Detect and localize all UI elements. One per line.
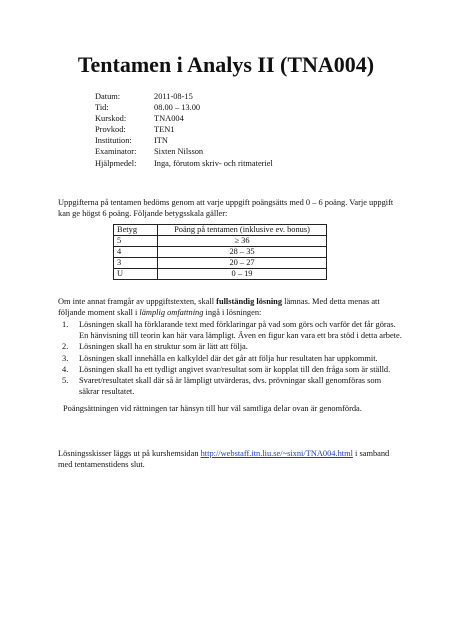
table-row [114,258,327,269]
list-number: 3. [62,353,69,363]
rules-intro-bold: fullständig lösning [216,297,283,306]
exam-meta-list [95,91,273,169]
rules-intro-text: lämnas. Med detta menas att följande moment skall i [58,297,380,318]
grade-table [113,224,327,280]
meta-value: Sixten Nilsson [154,147,204,157]
meta-value: 08.00 – 13.00 [154,103,201,113]
rules-intro-paragraph [58,296,398,318]
points-cell: ≥ 36 [158,236,327,247]
list-item [58,353,403,364]
meta-value: 2011-08-15 [154,92,193,101]
meta-row-exam-code [95,124,273,135]
solutions-text: i samband med tentamenstidens slut. [58,449,390,470]
intro-paragraph: Uppgifterna på tentamen bedöms genom att varje uppgift poängsätts med 0 – 6 poäng. Varje uppgift kan ge högst 6 poäng. Följande betygsskala gäller: [58,198,394,219]
solutions-text: Lösningsskisser läggs ut på kurshemsidan [58,449,201,458]
meta-value: TEN1 [154,125,175,135]
column-header: Betyg [114,225,158,236]
column-header: Poäng på tentamen (inklusive ev. bonus) [158,225,327,236]
list-number: 2. [62,342,69,352]
grade-cell: 3 [114,258,158,269]
list-text: Lösningen skall ha en struktur som är lätt att följa. [79,342,248,352]
meta-label: Institution: [95,136,132,146]
meta-label: Kurskod: [95,114,127,124]
page-title: Tentamen i Analys II (TNA004) [77,52,375,77]
meta-value: ITN [154,136,168,146]
list-number: 1. [62,320,69,329]
table-row [114,247,327,258]
points-cell: 28 – 35 [158,247,327,258]
rules-intro-text: ingå i lösningen: [203,308,262,318]
meta-row-aids [95,158,273,169]
list-text: Svaret/resultatet skall där så är lämpligt utvärderas, dvs. prövningar skall genomföras som säkrar resultatet. [79,376,382,397]
list-item [58,364,403,375]
points-cell: 20 – 27 [158,258,327,269]
list-item [58,375,403,397]
meta-value: Inga, förutom skriv- och ritmateriel [154,158,273,168]
meta-value: TNA004 [154,114,184,124]
list-item [58,341,403,352]
list-number: 5. [62,376,69,386]
grading-note: Poängsättningen vid rättningen tar hänsyn till hur väl samtliga delar ovan är genomförda. [63,404,362,413]
table-header-row [114,225,327,236]
meta-label: Provkod: [95,125,126,135]
points-cell: 0 – 19 [158,269,327,280]
grade-cell: 4 [114,247,158,258]
meta-label: Hjälpmedel: [95,158,137,168]
table-row [114,236,327,247]
meta-row-examiner [95,146,273,157]
grade-cell: U [114,269,158,280]
list-text: Lösningen skall ha ett tydligt angivet svar/resultat som är kopplat till den fråga som är ställd. [79,364,391,374]
rules-list [58,319,403,397]
rules-intro-italic: lämplig omfattning [139,308,204,318]
list-text: Lösningen skall innehålla en kalkyldel där det går att följa hur resultaten har uppkommit. [79,353,378,363]
meta-label: Tid: [95,103,109,113]
meta-label: Datum: [95,92,121,101]
list-number: 4. [62,364,69,374]
list-text: Lösningen skall ha förklarande text med förklaringar på vad som görs och varför det får göras. En hänvisning till teorin kan här vara lämpligt. Även en figur kan vara ett bra stöd i detta arbete. [79,320,402,341]
rules-intro-text: Om inte annat framgår av uppgiftstexten, skall [58,297,217,306]
meta-label: Examinator: [95,147,137,157]
meta-row-course-code [95,113,273,124]
course-homepage-link[interactable]: http://webstaff.itn.liu.se/~sixni/TNA004.html [200,449,353,458]
meta-row-time [95,102,273,113]
meta-row-date [95,91,273,102]
grade-cell: 5 [114,236,158,247]
table-row [114,269,327,280]
solutions-paragraph [58,448,398,470]
meta-row-institution [95,135,273,146]
list-item [58,319,403,341]
